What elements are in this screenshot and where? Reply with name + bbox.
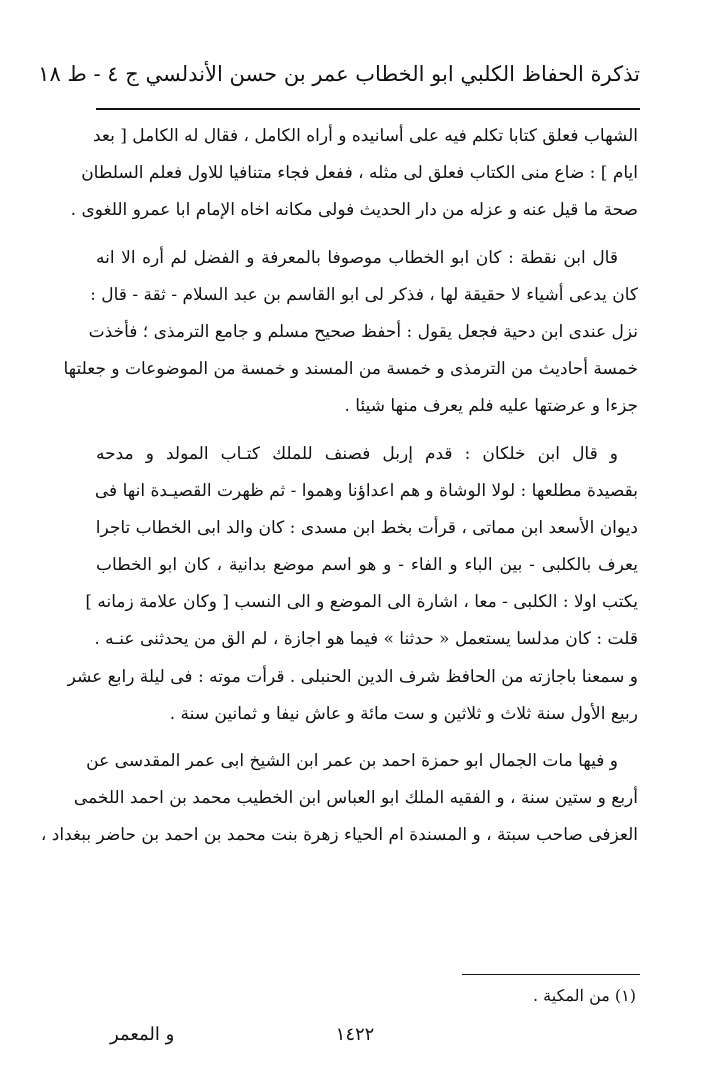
text-line: الشهاب فعلق كتابا تكلم فيه على أسانيده و أراه الكامل ، فقال له الكامل [ بعد xyxy=(92,126,638,146)
text-line: قلت : كان مدلسا يستعمل « حدثنا » فيما هو اجازة ، لم الق من يحدثنى عنـه . xyxy=(94,629,638,650)
text-line: بقصيدة مطلعها : لولا الوشاة و هم اعداؤنا وهموا - ثم ظهرت القصيـدة انها فى xyxy=(94,480,638,501)
paragraph-gap xyxy=(96,426,638,436)
body-text xyxy=(40,118,638,855)
text-line: يعرف بالكلبى - بين الباء و الفاء - و هو اسم موضع بدانية ، كان ابو الخطاب xyxy=(96,555,638,576)
paragraph-gap xyxy=(96,230,638,240)
text-line: خمسة أحاديث من الترمذى و خمسة من المسند و خمسة من الموضوعات و جعلتها xyxy=(63,359,638,380)
text-line: ديوان الأسعد ابن مماتى ، قرأت بخط ابن مسدى : كان والد ابى الخطاب تاجرا xyxy=(95,517,638,538)
text-line: ربيع الأول سنة ثلاث و ثلاثين و ست مائة و عاش نيفا و ثمانين سنة . xyxy=(169,703,638,724)
text-line: قال ابن نقطة : كان ابو الخطاب موصوفا بالمعرفة و الفضل لم أره الا انه xyxy=(96,247,618,268)
text-line: جزءا و عرضتها عليه فلم يعرف منها شيئا . xyxy=(344,396,638,417)
text-line: العزفى صاحب سبتة ، و المسندة ام الحياء زهرة بنت محمد بن احمد بن حاضر ببغداد ، xyxy=(40,825,638,846)
footnote-rule xyxy=(462,974,640,975)
header-rule xyxy=(96,108,640,110)
text-line: كان يدعى أشياء لا حقيقة لها ، فذكر لى ابو القاسم بن عبد السلام - ثقة - قال : xyxy=(90,284,638,305)
text-line: أربع و ستين سنة ، و الفقيه الملك ابو العباس ابن الخطيب محمد بن احمد اللخمى xyxy=(73,788,638,809)
text-line: و فيها مات الجمال ابو حمزة احمد بن عمر ابن الشيخ ابى عمر المقدسى عن xyxy=(86,751,618,771)
page-number: ١٤٢٢ xyxy=(335,1024,375,1045)
text-line: و سمعنا باجازته من الحافظ شرف الدين الحنبلى . قرأت موته : فى ليلة رابع عشر xyxy=(67,666,638,687)
text-line: ايام ] : ضاع منى الكتاب فعلق لى مثله ، ففعل فجاء متنافيا للاول فعلم السلطان xyxy=(81,163,638,184)
running-header: تذكرة الحفاظ الكلبي ابو الخطاب عمر بن حسن الأندلسي ج ٤ - ط ١٨ xyxy=(38,62,640,86)
text-line: يكتب اولا : الكلبى - معا ، اشارة الى الموضع و الى النسب [ وكان علامة زمانه ] xyxy=(85,592,638,613)
text-line: نزل عندى ابن دحية فجعل يقول : أحفظ صحيح مسلم و جامع الترمذى ؛ فأخذت xyxy=(88,321,638,342)
catchword: و المعمر xyxy=(110,1024,175,1045)
paragraph-gap xyxy=(96,733,638,743)
text-line: صحة ما قيل عنه و عزله من دار الحديث فولى مكانه اخاه الإمام ابا عمرو اللغوى . xyxy=(70,200,638,221)
text-line: و قال ابن خلكان : قدم إربل فصنف للملك كتـاب المولد و مدحه xyxy=(96,443,618,464)
footnote: (١) من المكية . xyxy=(533,986,636,1005)
